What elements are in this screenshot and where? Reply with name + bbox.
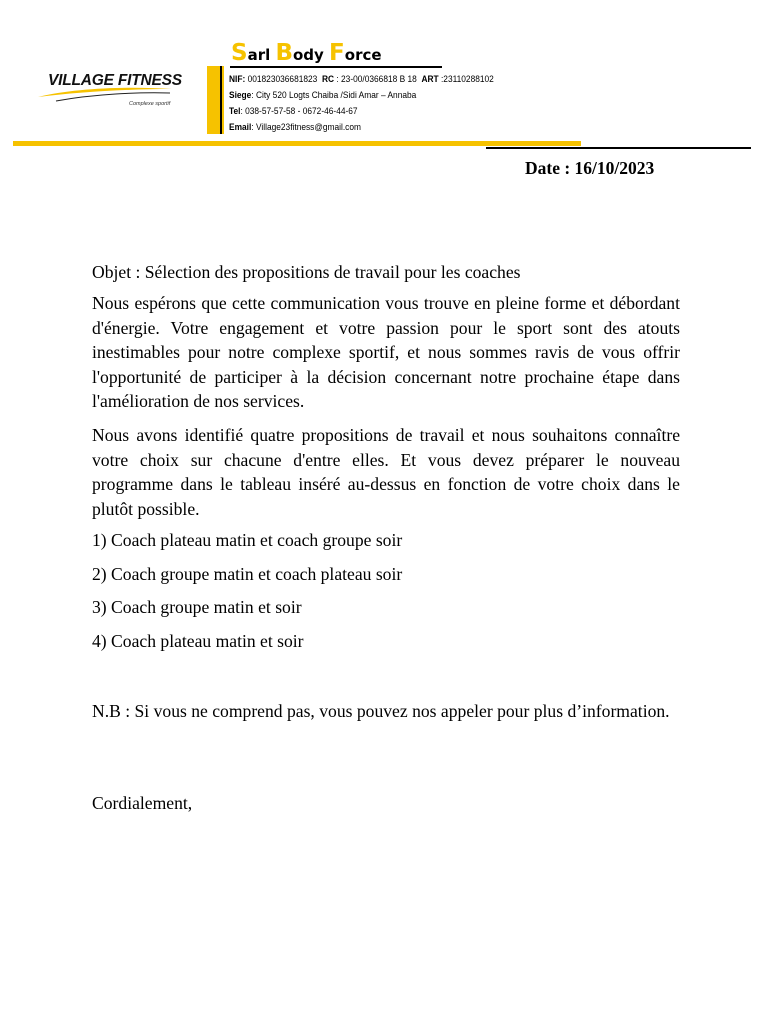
company-phone-line: Tel: 038-57-57-58 - 0672-46-44-67 bbox=[229, 106, 358, 117]
logo-tagline: Complexe sportif bbox=[129, 101, 171, 107]
proposition-item: 3) Coach groupe matin et soir bbox=[92, 597, 302, 617]
letter-intro-paragraph: Nous espérons que cette communication vous trouve en pleine forme et débordant d'énergie. Votre engagement et votre passion pour le sport sont des atouts inestimables pour notre complexe sportif, et nous sommes ravis de vous offrir l'opportunité de participer à la décision concernant notre prochaine étape dans l'amélioration de nos services. bbox=[92, 293, 680, 411]
letter-date: Date : 16/10/2023 bbox=[525, 158, 655, 178]
letter-nb-note: N.B : Si vous ne comprend pas, vous pouvez nos appeler pour plus d’information. bbox=[92, 701, 670, 721]
header-yellow-divider bbox=[13, 141, 581, 146]
company-name: Sarl Body Force bbox=[231, 40, 382, 66]
letter-closing: Cordialement, bbox=[92, 793, 193, 813]
letter-object: Objet : Sélection des propositions de travail pour les coaches bbox=[92, 262, 521, 282]
company-registration-line: NIF: 001823036681823 RC : 23-00/0366818 B 18 ART :23110288102 bbox=[229, 74, 494, 85]
letter-propositions-paragraph: Nous avons identifié quatre propositions de travail et nous souhaitons connaître votre choix sur chacune d'entre elles. Et vous devez préparer le nouveau programme dans le tableau inséré au-dessus en fonction de votre choix dans le plutôt possible. bbox=[92, 425, 680, 519]
village-fitness-logo bbox=[34, 66, 182, 116]
header-vertical-rule bbox=[220, 66, 222, 134]
header-black-divider bbox=[486, 147, 751, 149]
company-address-line: Siege: City 520 Logts Chaiba /Sidi Amar – Annaba bbox=[229, 90, 417, 101]
proposition-item: 2) Coach groupe matin et coach plateau soir bbox=[92, 564, 403, 584]
logo-name: VILLAGE FITNESS bbox=[48, 72, 182, 89]
company-email-line: Email: Village23fitness@gmail.com bbox=[229, 122, 361, 133]
proposition-item: 4) Coach plateau matin et soir bbox=[92, 631, 304, 651]
proposition-item: 1) Coach plateau matin et coach groupe soir bbox=[92, 530, 403, 550]
company-name-underline bbox=[230, 66, 442, 68]
